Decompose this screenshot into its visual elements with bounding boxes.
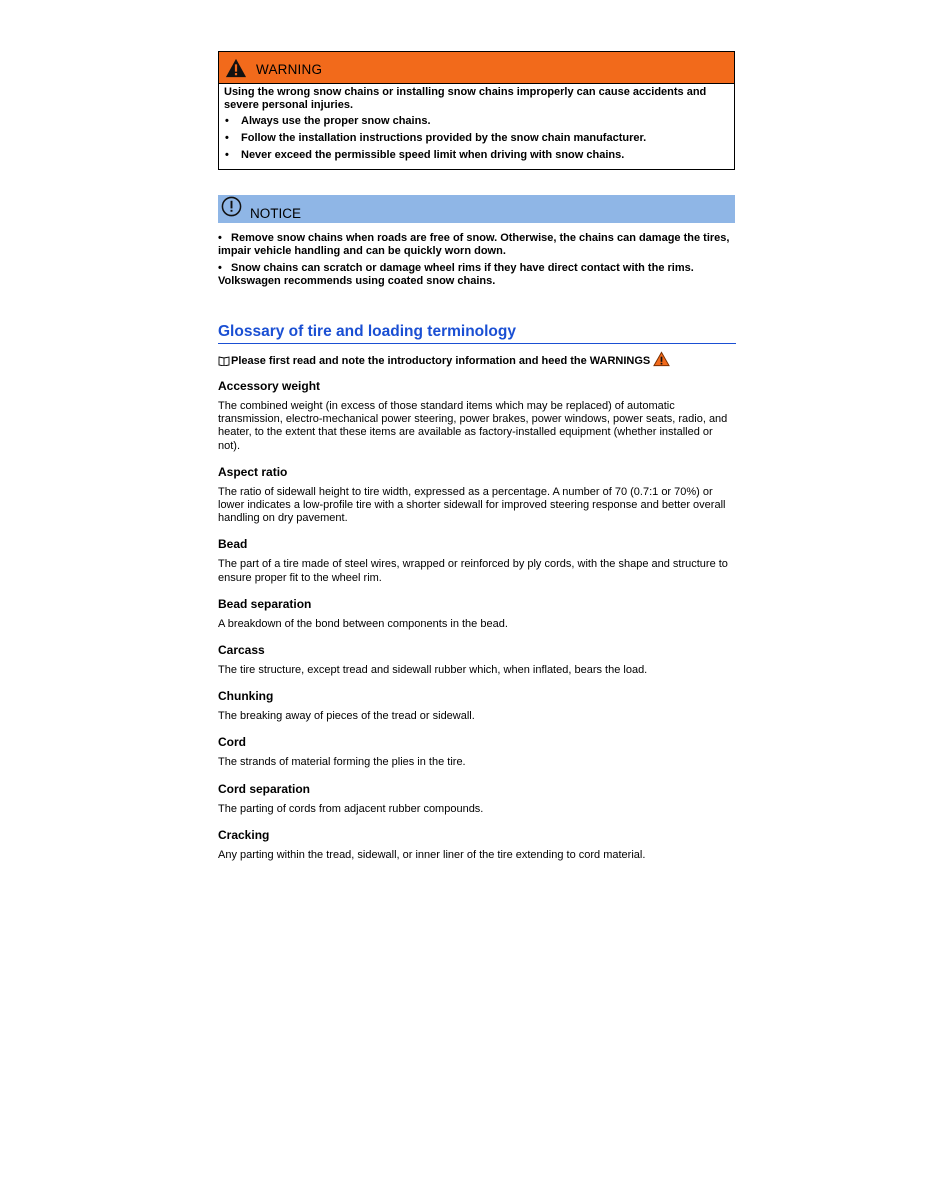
- warning-body: [219, 84, 734, 169]
- glossary-entry: [218, 537, 735, 584]
- warning-item: • Always use the proper snow chains.: [224, 115, 729, 128]
- warning-item: • Never exceed the permissible speed limit when driving with snow chains.: [224, 149, 729, 162]
- glossary-entry: [218, 782, 735, 816]
- glossary-entry: [218, 643, 735, 677]
- notice-item-text: Remove snow chains when roads are free of snow. Otherwise, the chains can damage the tires, impair vehicle handling and can be quickly worn down.: [218, 232, 730, 257]
- entry-term: Cracking: [218, 827, 270, 842]
- glossary-entry: [218, 379, 735, 453]
- entry-definition: The combined weight (in excess of those standard items which may be replaced) of automatic transmission, electro-mechanical power steering, power brakes, power windows, power seats, radio, and heater, to the extent that these items are available as factory-installed equipment (whether installed or not).: [218, 400, 728, 452]
- notice-item: • Snow chains can scratch or damage wheel rims if they have direct contact with the rims. Volkswagen recommends using coated snow chains.: [218, 262, 694, 287]
- warning-item: • Follow the installation instructions provided by the snow chain manufacturer.: [224, 132, 729, 145]
- entry-definition: Any parting within the tread, sidewall, or inner liner of the tire extending to cord material.: [218, 848, 646, 861]
- notice-title: NOTICE: [250, 205, 302, 221]
- entry-definition: The ratio of sidewall height to tire width, expressed as a percentage. A number of 70 (0.7:1 or 70%) or lower indicates a low-profile tire with a shorter sidewall for improved steering response and better overall handling on dry pavement.: [218, 485, 726, 525]
- entry-term: Cord: [218, 735, 246, 750]
- warning-list: [224, 115, 729, 162]
- glossary-entry: [218, 465, 735, 526]
- entry-term: Aspect ratio: [218, 464, 288, 479]
- entry-term: Bead separation: [218, 596, 312, 611]
- warning-header: [219, 52, 734, 84]
- glossary-entry: [218, 689, 735, 723]
- entry-term: Bead: [218, 537, 248, 552]
- entry-term: Chunking: [218, 689, 274, 704]
- notice-header: [218, 195, 735, 223]
- notice-circle-icon: [221, 196, 242, 217]
- glossary-entry: [218, 735, 735, 769]
- warning-intro: Using the wrong snow chains or installing snow chains improperly can cause accidents and severe personal injuries.: [224, 86, 707, 111]
- glossary-entry: [218, 828, 735, 862]
- entry-definition: The breaking away of pieces of the tread or sidewall.: [218, 710, 475, 723]
- warning-triangle-icon: [225, 57, 247, 79]
- notice-item-text: Snow chains can scratch or damage wheel rims if they have direct contact with the rims. Volkswagen recommends using coated snow chains.: [218, 262, 694, 287]
- glossary-entry: [218, 597, 735, 631]
- entry-definition: The part of a tire made of steel wires, wrapped or reinforced by ply cords, with the shape and structure to ensure proper fit to the wheel rim.: [218, 558, 728, 584]
- notice-body: [218, 223, 735, 288]
- intro-text: Please first read and note the introductory information and heed the WARNINGS: [231, 355, 651, 367]
- entry-term: Carcass: [218, 643, 265, 658]
- entry-term: Accessory weight: [218, 379, 321, 393]
- glossary-heading: Glossary of tire and loading terminology: [218, 323, 736, 344]
- warning-triangle-icon: [653, 351, 670, 367]
- entry-term: Cord separation: [218, 781, 311, 796]
- book-icon: [218, 356, 230, 366]
- entry-definition: A breakdown of the bond between components in the bead.: [218, 617, 508, 630]
- document-page: [218, 51, 735, 862]
- notice-item: • Remove snow chains when roads are free of snow. Otherwise, the chains can damage the tires, impair vehicle handling and can be quickly worn down.: [218, 232, 730, 257]
- warning-title: WARNING: [256, 62, 323, 77]
- entry-definition: The parting of cords from adjacent rubber compounds.: [218, 802, 484, 815]
- entry-definition: The strands of material forming the plies in the tire.: [218, 756, 466, 769]
- intro-line: [218, 355, 735, 367]
- entry-definition: The tire structure, except tread and sidewall rubber which, when inflated, bears the load.: [218, 664, 648, 677]
- warning-box: [218, 51, 735, 170]
